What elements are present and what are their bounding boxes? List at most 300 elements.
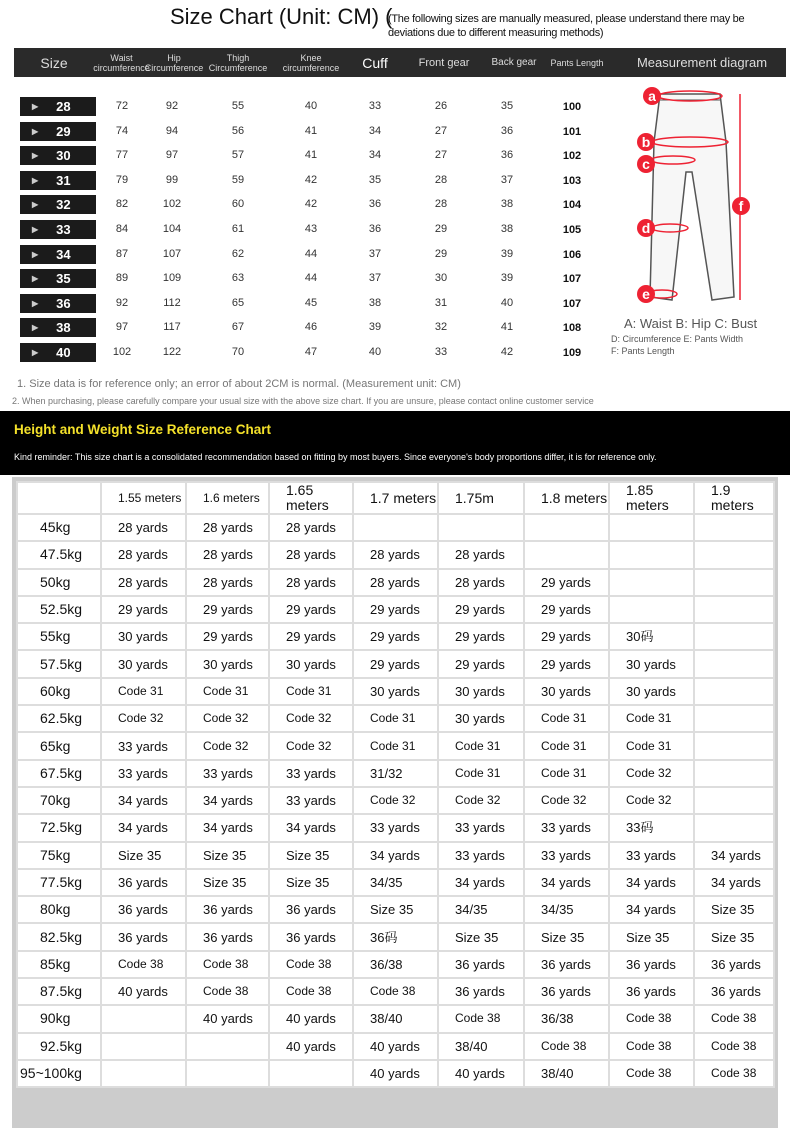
arrow-icon: ▶: [32, 225, 39, 234]
size-cell: 82: [115, 198, 129, 211]
size-cell: Code 38: [609, 1033, 694, 1060]
size-cell: [186, 1060, 269, 1087]
height-header: 1.7 meters: [353, 482, 438, 514]
size-cell: Size 35: [694, 896, 774, 923]
size-value: 30: [56, 148, 71, 164]
size-cell: 109: [162, 272, 182, 285]
size-cell: Code 31: [609, 732, 694, 759]
weight-cell: 82.5kg: [17, 923, 101, 950]
size-label: [20, 294, 96, 313]
table-row: [17, 814, 774, 841]
size-cell: 29 yards: [353, 623, 438, 650]
size-value: 32: [56, 197, 71, 213]
size-cell: Code 38: [694, 1033, 774, 1060]
size-cell: [694, 705, 774, 732]
size-cell: Code 32: [524, 787, 609, 814]
size-cell: [101, 1005, 186, 1032]
size-cell: 74: [115, 124, 129, 137]
size-value: 35: [56, 271, 71, 287]
size-cell: 34/35: [353, 869, 438, 896]
size-label: [20, 318, 96, 337]
size-cell: 29 yards: [438, 650, 524, 677]
diagram-legend-1: A: Waist B: Hip C: Bust: [624, 316, 758, 331]
height-header: 1.65 meters: [269, 482, 353, 514]
table-row: [17, 842, 774, 869]
size-label: [20, 245, 96, 264]
size-cell: Code 31: [524, 705, 609, 732]
size-cell: Code 31: [353, 705, 438, 732]
arrow-icon: ▶: [32, 323, 39, 333]
size-cell: 30 yards: [609, 678, 694, 705]
label-c: c: [642, 156, 650, 172]
weight-cell: 65kg: [17, 732, 101, 759]
size-cell: 42: [304, 198, 318, 211]
size-cell: 34 yards: [694, 869, 774, 896]
size-cell: 36 yards: [438, 978, 524, 1005]
size-cell: 40 yards: [269, 1033, 353, 1060]
size-value: 36: [56, 295, 71, 311]
size-cell: Code 38: [269, 951, 353, 978]
size-cell: [609, 569, 694, 596]
weight-cell: 47.5kg: [17, 541, 101, 568]
size-cell: 29 yards: [438, 596, 524, 623]
size-cell: Size 35: [186, 842, 269, 869]
size-cell: Code 38: [609, 1060, 694, 1087]
size-cell: 41: [500, 321, 514, 334]
note-1: 1. Size data is for reference only; an error of about 2CM is normal. (Measurement unit: CM): [17, 378, 461, 390]
size-label: [20, 122, 96, 141]
size-cell: [438, 514, 524, 541]
size-cell: 34 yards: [101, 814, 186, 841]
size-cell: [694, 596, 774, 623]
size-cell: [694, 541, 774, 568]
size-cell: 105: [562, 224, 582, 236]
size-cell: 34/35: [524, 896, 609, 923]
size-cell: 39: [500, 247, 514, 260]
size-cell: 31/32: [353, 760, 438, 787]
weight-cell: 60kg: [17, 678, 101, 705]
header-back-gear: Back gear: [491, 56, 537, 68]
height-header: 1.6 meters: [186, 482, 269, 514]
size-cell: Code 31: [524, 760, 609, 787]
size-cell: 30: [434, 272, 448, 285]
size-cell: Code 31: [438, 760, 524, 787]
size-cell: 28 yards: [269, 569, 353, 596]
size-cell: Size 35: [438, 923, 524, 950]
size-cell: 104: [562, 199, 582, 212]
size-cell: 79: [115, 173, 129, 186]
size-cell: 36 yards: [101, 896, 186, 923]
size-cell: 33 yards: [524, 842, 609, 869]
size-cell: Code 31: [269, 678, 353, 705]
size-cell: 55: [231, 100, 245, 112]
size-cell: 92: [165, 100, 179, 112]
size-cell: 38: [500, 198, 514, 211]
size-cell: Size 35: [101, 842, 186, 869]
size-cell: Code 38: [609, 1005, 694, 1032]
size-value: 29: [56, 123, 71, 139]
size-cell: 102: [162, 198, 182, 211]
size-cell: 28 yards: [438, 541, 524, 568]
size-cell: 36 yards: [524, 978, 609, 1005]
size-cell: 36 yards: [186, 923, 269, 950]
size-cell: 30 yards: [101, 650, 186, 677]
size-cell: Size 35: [186, 869, 269, 896]
table-row: [17, 978, 774, 1005]
header-waist: Waist circumference: [93, 52, 150, 73]
reference-title: Height and Weight Size Reference Chart: [14, 422, 272, 437]
size-cell: 36 yards: [694, 978, 774, 1005]
table-row: [17, 951, 774, 978]
size-cell: 28 yards: [353, 569, 438, 596]
arrow-icon: ▶: [32, 249, 39, 259]
size-cell: 40 yards: [269, 1005, 353, 1032]
size-cell: 33 yards: [269, 787, 353, 814]
size-cell: 28 yards: [353, 541, 438, 568]
size-cell: Code 31: [524, 732, 609, 759]
size-cell: Code 31: [353, 732, 438, 759]
size-cell: Code 31: [186, 678, 269, 705]
size-cell: 102: [562, 150, 582, 163]
size-cell: 122: [162, 346, 182, 358]
size-cell: 40: [304, 100, 318, 112]
size-cell: [101, 1033, 186, 1060]
size-cell: 38/40: [438, 1033, 524, 1060]
header-hip: Hip Circumference: [144, 52, 204, 73]
size-label: [20, 97, 96, 116]
header-knee: Knee circumference: [282, 52, 340, 73]
size-cell: 33 yards: [353, 814, 438, 841]
size-cell: 84: [115, 223, 129, 235]
size-cell: Code 31: [609, 705, 694, 732]
size-cell: 36码: [353, 923, 438, 950]
size-cell: 29 yards: [186, 623, 269, 650]
size-cell: 40 yards: [101, 978, 186, 1005]
size-cell: 36: [500, 149, 514, 162]
size-cell: 107: [162, 247, 182, 260]
size-cell: 63: [231, 272, 245, 285]
size-cell: [269, 1060, 353, 1087]
header-cuff: Cuff: [362, 54, 388, 71]
size-cell: 36 yards: [694, 951, 774, 978]
size-cell: Code 31: [438, 732, 524, 759]
size-cell: Code 38: [524, 1033, 609, 1060]
size-cell: 40 yards: [438, 1060, 524, 1087]
size-cell: [186, 1033, 269, 1060]
size-cell: 34/35: [438, 896, 524, 923]
size-cell: [694, 514, 774, 541]
size-cell: 65: [231, 296, 245, 309]
size-cell: [694, 678, 774, 705]
weight-cell: 87.5kg: [17, 978, 101, 1005]
size-cell: 100: [562, 101, 582, 113]
weight-cell: 90kg: [17, 1005, 101, 1032]
header-front-gear: Front gear: [418, 56, 470, 69]
size-cell: 37: [368, 247, 382, 260]
size-cell: 29 yards: [524, 623, 609, 650]
size-cell: 40 yards: [353, 1033, 438, 1060]
size-cell: [694, 814, 774, 841]
height-header: 1.9 meters: [694, 482, 774, 514]
size-cell: 37: [368, 272, 382, 285]
arrow-icon: ▶: [32, 102, 39, 111]
size-value: 40: [56, 345, 71, 360]
size-cell: Code 32: [609, 787, 694, 814]
size-cell: 27: [434, 124, 448, 137]
weight-cell: 62.5kg: [17, 705, 101, 732]
size-cell: Size 35: [524, 923, 609, 950]
size-cell: [694, 760, 774, 787]
size-cell: 37: [500, 173, 514, 186]
size-cell: 28 yards: [186, 514, 269, 541]
size-cell: [694, 732, 774, 759]
size-cell: 28 yards: [101, 514, 186, 541]
size-cell: 34 yards: [438, 869, 524, 896]
size-cell: 36: [368, 223, 382, 235]
table-row: [17, 760, 774, 787]
size-cell: 46: [304, 321, 318, 334]
table-row: [17, 650, 774, 677]
size-cell: 36/38: [524, 1005, 609, 1032]
reference-reminder: Kind reminder: This size chart is a consolidated recommendation based on fitting by most buyers. Since everyone's body proportions differ, it is for reference only.: [14, 452, 657, 462]
arrow-icon: ▶: [32, 348, 39, 357]
table-row: [17, 514, 774, 541]
size-cell: Code 38: [186, 951, 269, 978]
size-cell: 108: [562, 322, 582, 335]
size-cell: 59: [231, 173, 245, 186]
size-cell: 45: [304, 296, 318, 309]
label-d: d: [641, 220, 651, 236]
table-row: [17, 705, 774, 732]
size-cell: 94: [165, 124, 179, 137]
size-cell: 36: [500, 124, 514, 137]
size-cell: 101: [562, 125, 582, 138]
size-table-header: [14, 48, 786, 77]
size-value: 38: [56, 320, 71, 336]
size-cell: 42: [500, 346, 514, 358]
size-label: [20, 343, 96, 362]
size-cell: 35: [500, 100, 514, 112]
label-a: a: [648, 88, 656, 104]
arrow-icon: ▶: [32, 298, 39, 308]
size-cell: 38/40: [353, 1005, 438, 1032]
size-cell: [694, 787, 774, 814]
header-row: [17, 482, 774, 514]
arrow-icon: ▶: [32, 274, 39, 284]
size-cell: 31: [434, 296, 448, 309]
size-cell: 26: [434, 100, 448, 112]
size-cell: 30 yards: [101, 623, 186, 650]
size-label: [20, 171, 96, 190]
size-cell: 40: [500, 296, 514, 309]
size-cell: Code 32: [353, 787, 438, 814]
size-cell: Code 38: [694, 1005, 774, 1032]
size-cell: 33: [368, 100, 382, 112]
size-cell: 38/40: [524, 1060, 609, 1087]
weight-cell: 95~100kg: [17, 1060, 101, 1087]
table-row: [17, 623, 774, 650]
size-cell: 28 yards: [101, 541, 186, 568]
page-subtitle: (The following sizes are manually measured, please understand there may be deviations due to different measuring methods): [388, 13, 745, 39]
size-cell: Code 32: [101, 705, 186, 732]
size-cell: 34 yards: [186, 787, 269, 814]
weight-cell: 75kg: [17, 842, 101, 869]
weight-cell: 77.5kg: [17, 869, 101, 896]
note-2: 2. When purchasing, please carefully compare your usual size with the above size chart. If you are unsure, please contact online customer service: [12, 396, 594, 406]
arrow-icon: ▶: [32, 126, 39, 136]
size-cell: 33码: [609, 814, 694, 841]
size-cell: Code 32: [609, 760, 694, 787]
size-cell: 70: [231, 346, 245, 358]
weight-cell: 57.5kg: [17, 650, 101, 677]
table-row: [17, 1060, 774, 1087]
size-cell: 89: [115, 272, 129, 285]
weight-cell: 67.5kg: [17, 760, 101, 787]
size-cell: [609, 541, 694, 568]
size-cell: [524, 514, 609, 541]
size-cell: 103: [562, 174, 582, 187]
size-cell: 30码: [609, 623, 694, 650]
size-cell: 34 yards: [353, 842, 438, 869]
size-cell: 28: [434, 198, 448, 211]
size-cell: 33 yards: [186, 760, 269, 787]
size-cell: 41: [304, 124, 318, 137]
size-cell: 44: [304, 272, 318, 285]
size-cell: Code 32: [186, 732, 269, 759]
weight-cell: 80kg: [17, 896, 101, 923]
size-label: [20, 220, 96, 239]
size-cell: 72: [115, 100, 129, 112]
size-cell: 109: [562, 347, 582, 359]
size-cell: [101, 1060, 186, 1087]
size-cell: [694, 569, 774, 596]
diagram-legend-3: F: Pants Length: [611, 346, 675, 356]
size-cell: 36 yards: [269, 923, 353, 950]
size-cell: Size 35: [609, 923, 694, 950]
size-cell: 30 yards: [524, 678, 609, 705]
size-cell: 36 yards: [101, 923, 186, 950]
size-label: [20, 269, 96, 288]
table-row: [17, 678, 774, 705]
table-row: [17, 896, 774, 923]
size-cell: Size 35: [353, 896, 438, 923]
size-cell: 29 yards: [269, 596, 353, 623]
size-cell: 36 yards: [438, 951, 524, 978]
size-cell: Code 38: [186, 978, 269, 1005]
size-value: 28: [56, 99, 71, 114]
size-cell: 41: [304, 149, 318, 162]
size-cell: 34 yards: [694, 842, 774, 869]
weight-cell: 92.5kg: [17, 1033, 101, 1060]
size-cell: 33: [434, 346, 448, 358]
size-cell: 39: [500, 272, 514, 285]
size-cell: 34 yards: [524, 869, 609, 896]
size-cell: 35: [368, 173, 382, 186]
size-cell: 38: [368, 296, 382, 309]
table-row: [17, 923, 774, 950]
size-cell: Code 32: [438, 787, 524, 814]
size-cell: 28 yards: [438, 569, 524, 596]
size-cell: 34 yards: [609, 869, 694, 896]
size-cell: 67: [231, 321, 245, 334]
arrow-icon: ▶: [32, 200, 39, 210]
size-value: 31: [56, 172, 71, 188]
size-cell: Size 35: [269, 869, 353, 896]
size-cell: [694, 650, 774, 677]
size-cell: 29 yards: [353, 650, 438, 677]
reference-band: [0, 411, 790, 475]
size-cell: 107: [562, 297, 582, 310]
size-cell: 107: [562, 273, 582, 286]
size-cell: 34 yards: [269, 814, 353, 841]
size-cell: 39: [368, 321, 382, 334]
size-cell: 97: [115, 321, 129, 334]
size-cell: Code 32: [186, 705, 269, 732]
size-cell: 33 yards: [609, 842, 694, 869]
size-value: 34: [56, 246, 71, 262]
header-thigh: Thigh Circumference: [208, 52, 268, 73]
size-cell: 33 yards: [269, 760, 353, 787]
size-cell: 30 yards: [186, 650, 269, 677]
table-row: [17, 787, 774, 814]
size-cell: [609, 514, 694, 541]
size-cell: 34 yards: [101, 787, 186, 814]
size-cell: 34: [368, 149, 382, 162]
size-cell: Code 31: [101, 678, 186, 705]
weight-cell: 55kg: [17, 623, 101, 650]
size-cell: 28 yards: [101, 569, 186, 596]
table-row: [17, 1005, 774, 1032]
weight-cell: 72.5kg: [17, 814, 101, 841]
size-cell: Code 38: [101, 951, 186, 978]
size-cell: Code 38: [438, 1005, 524, 1032]
size-cell: 62: [231, 247, 245, 260]
pants-diagram: [630, 82, 790, 312]
size-cell: 30 yards: [609, 650, 694, 677]
size-cell: 106: [562, 248, 582, 261]
size-cell: 27: [434, 149, 448, 162]
table-row: [17, 869, 774, 896]
size-cell: 57: [231, 149, 245, 162]
size-cell: 30 yards: [353, 678, 438, 705]
size-cell: 33 yards: [438, 814, 524, 841]
height-header: 1.85 meters: [609, 482, 694, 514]
size-cell: 29 yards: [524, 650, 609, 677]
weight-cell: 50kg: [17, 569, 101, 596]
weight-cell: 85kg: [17, 951, 101, 978]
weight-cell: 52.5kg: [17, 596, 101, 623]
height-header: 1.75m: [438, 482, 524, 514]
size-cell: 117: [163, 321, 181, 334]
size-cell: 87: [115, 247, 129, 260]
size-cell: Code 32: [269, 705, 353, 732]
size-cell: 92: [115, 296, 129, 309]
size-cell: 36 yards: [524, 951, 609, 978]
size-cell: [694, 623, 774, 650]
size-cell: [524, 541, 609, 568]
header-diagram: Measurement diagram: [636, 54, 768, 70]
height-weight-table: [16, 481, 775, 1088]
size-cell: 42: [304, 173, 318, 186]
size-cell: 29 yards: [524, 569, 609, 596]
height-header: 1.55 meters: [101, 482, 186, 514]
size-cell: [609, 596, 694, 623]
size-cell: 77: [115, 149, 129, 162]
label-e: e: [642, 286, 650, 302]
size-cell: Code 38: [353, 978, 438, 1005]
diagram-legend-2: D: Circumference E: Pants Width: [611, 334, 744, 344]
size-cell: 40: [368, 346, 382, 358]
